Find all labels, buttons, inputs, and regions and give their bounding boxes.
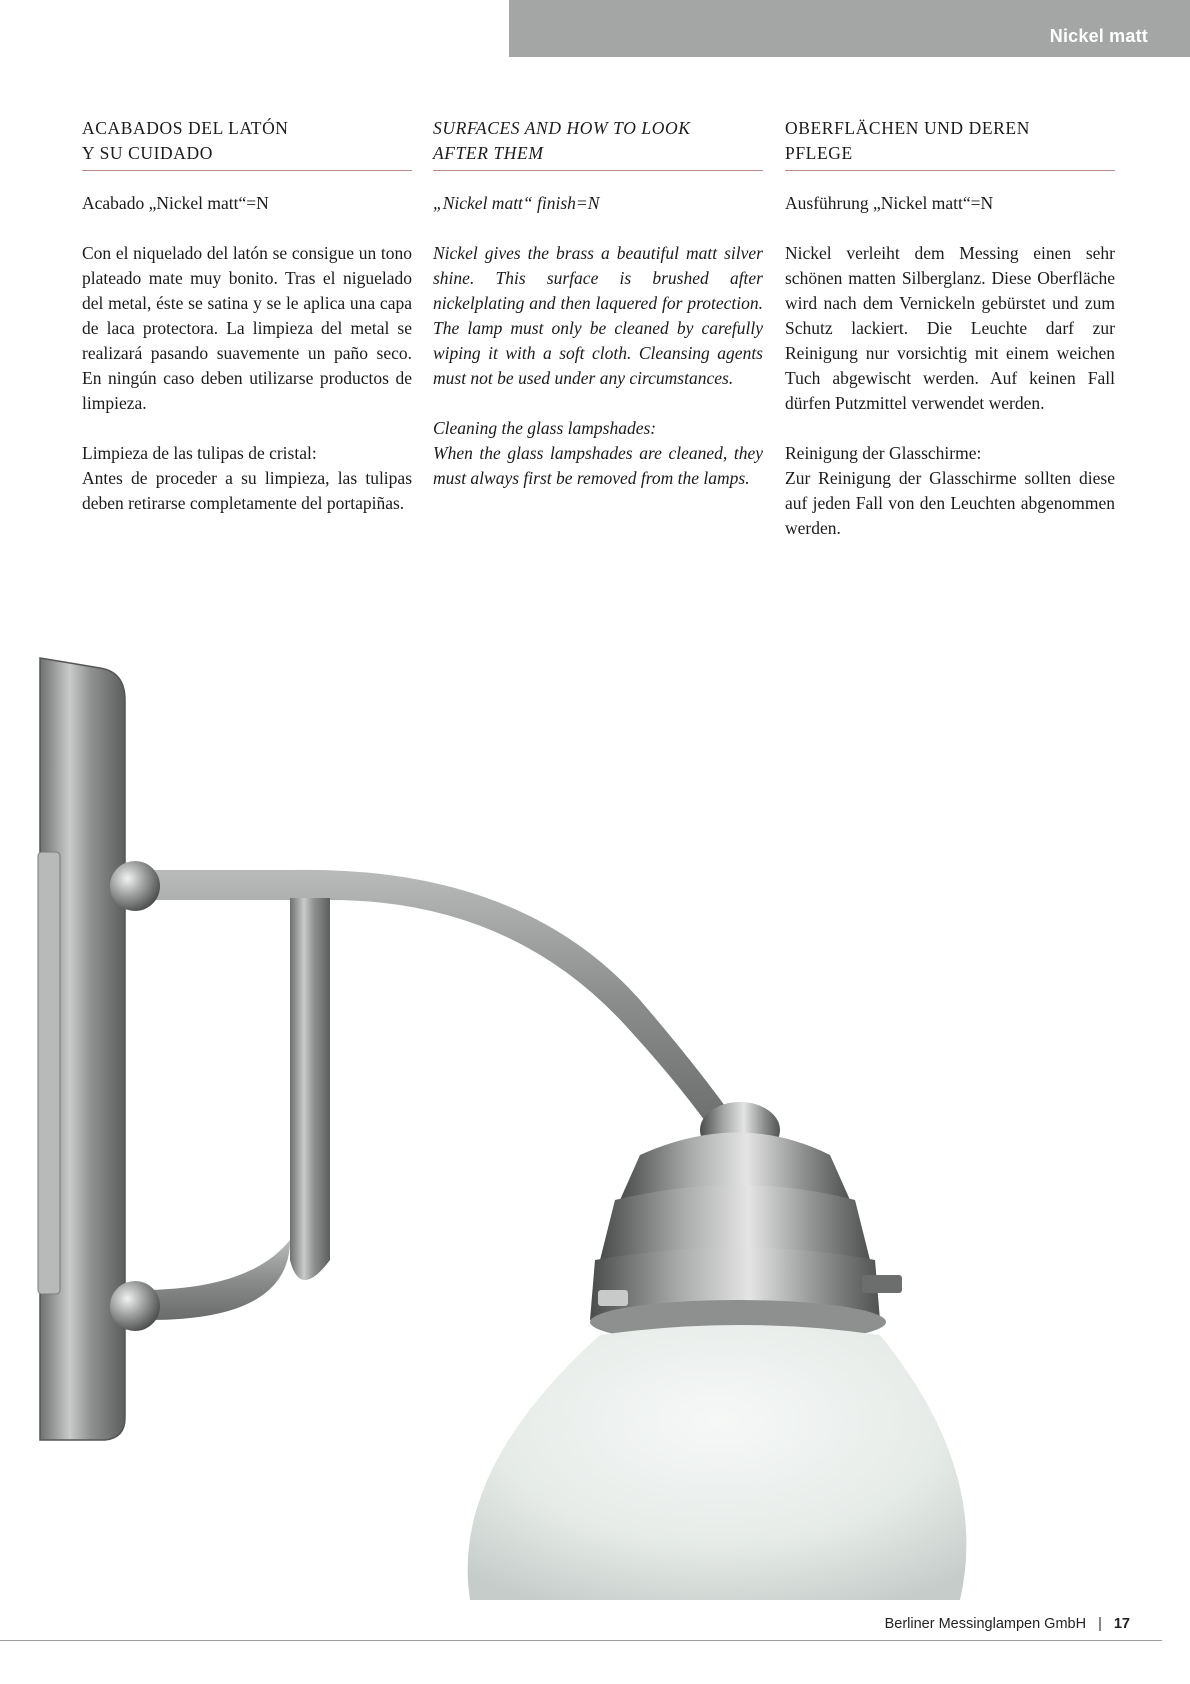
- page-number: 17: [1113, 1616, 1130, 1632]
- cleaning-text: Zur Reinigung der Glasschirme sollten diese auf jeden Fall von den Leuchten abgenommen werden.: [785, 468, 1115, 538]
- footer-separator: |: [1098, 1616, 1102, 1632]
- care-text: Con el niquelado del latón se consigue un tono plateado mate muy bonito. Tras el niguelado del metal, éste se satina y se le aplica una capa de laca protectora. La limpieza del metal se realizará pasando suavemente un paño seco. En ningún caso deben utilizarse productos de limpieza.: [82, 243, 412, 413]
- cleaning-title: Reinigung der Glasschirme:: [785, 443, 982, 463]
- finish-label: „Nickel matt“ finish=N: [433, 193, 600, 213]
- heading-line: AFTER THEM: [433, 143, 544, 163]
- care-text: Nickel gives the brass a beautiful matt silver shine. This surface is brushed after nickelplating and then laquered for protection. The lamp must only be cleaned by carefully wiping it with a soft cloth. Cleansing agents must not be used under any circumstances.: [433, 243, 763, 388]
- mount-ball-top: [110, 861, 160, 911]
- cleaning-text: Antes de proceder a su limpieza, las tulipas deben retirarse completamente del portapiñas.: [82, 468, 412, 513]
- cleaning-section: [82, 441, 412, 516]
- section-heading: [433, 116, 763, 171]
- care-text: Nickel verleiht dem Messing einen sehr schönen matten Silberglanz. Diese Oberfläche wird nach dem Vernickeln gebürstet und zum Schutz lackiert. Die Leuchte darf zur Reinigung nur vorsichtig mit einem weichen Tuch abgewischt werden. Auf keinen Fall dürfen Putzmittel verwendet werden.: [785, 243, 1115, 413]
- heading-line: ACABADOS DEL LATÓN: [82, 118, 289, 138]
- footer-rule: [0, 1640, 1162, 1641]
- column-spanish: [82, 116, 412, 516]
- cleaning-section: [785, 441, 1115, 541]
- cleaning-title: Limpieza de las tulipas de cristal:: [82, 443, 317, 463]
- finish-label: Ausführung „Nickel matt“=N: [785, 193, 994, 213]
- cleaning-section: [433, 416, 763, 491]
- column-german: [785, 116, 1115, 541]
- header-tab: [509, 0, 1190, 57]
- company-name: Berliner Messinglampen GmbH: [884, 1616, 1087, 1632]
- lamp-holder: [590, 1102, 902, 1344]
- heading-line: PFLEGE: [785, 143, 853, 163]
- cleaning-text: When the glass lampshades are cleaned, they must always first be removed from the lamps.: [433, 443, 763, 488]
- heading-line: OBERFLÄCHEN UND DEREN: [785, 118, 1030, 138]
- wall-plate: [38, 658, 125, 1440]
- section-heading: [82, 116, 412, 171]
- glass-shade: [468, 1325, 967, 1600]
- wall-lamp-photo: [0, 600, 1190, 1600]
- column-english: [433, 116, 763, 491]
- cleaning-title: Cleaning the glass lampshades:: [433, 418, 657, 438]
- page-footer: [885, 1616, 1130, 1632]
- finish-label: Acabado „Nickel matt“=N: [82, 193, 269, 213]
- mount-ball-bottom: [110, 1281, 160, 1331]
- heading-line: SURFACES AND HOW TO LOOK: [433, 118, 691, 138]
- section-heading: [785, 116, 1115, 171]
- heading-line: Y SU CUIDADO: [82, 143, 213, 163]
- finish-title: Nickel matt: [1049, 26, 1148, 46]
